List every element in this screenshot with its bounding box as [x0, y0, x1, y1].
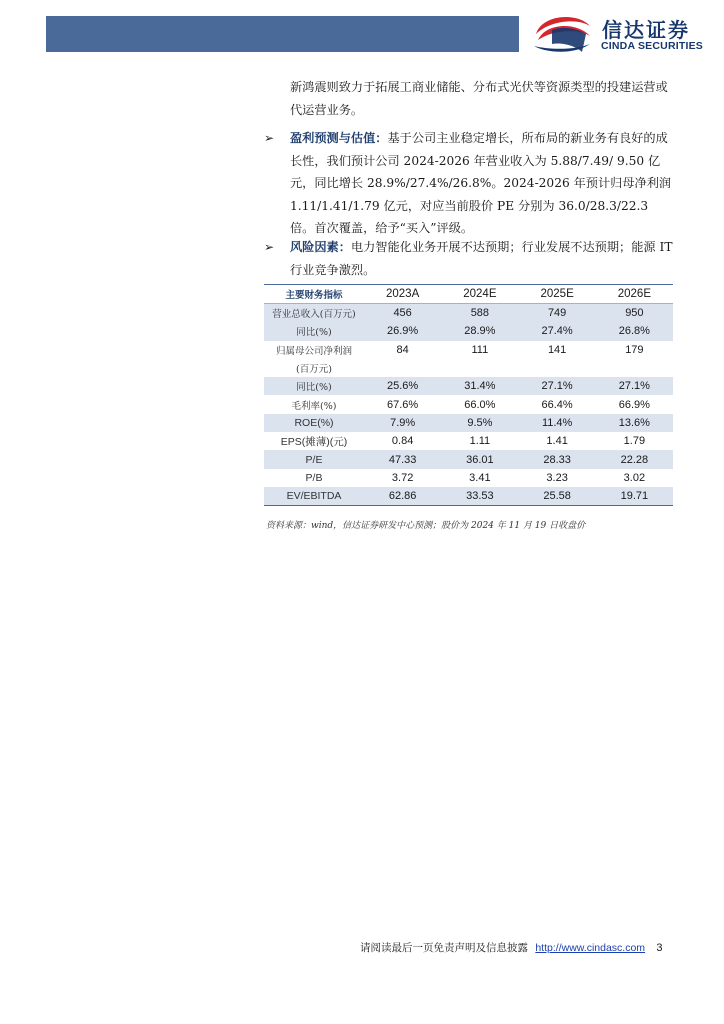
row-label: 同比(%) [264, 322, 364, 340]
table-cell: 27.1% [596, 377, 673, 395]
column-header: 2023A [364, 285, 441, 304]
risk-text: 电力智能化业务开展不达预期；行业发展不达预期；能源 IT 行业竞争激烈。 [290, 240, 673, 277]
table-cell: 33.53 [441, 487, 518, 506]
row-label: 同比(%) [264, 377, 364, 395]
table-row [264, 432, 673, 450]
table-cell: 179 [625, 343, 644, 356]
valuation-text: 基于公司主业稳定增长，所布局的新业务有良好的成长性，我们预计公司 2024-2026 年营业收入为 5.88/7.49/ 9.50 亿元，同比增长 28.9%/27.4%/26.8%。2024-2026 年预计归母净利润 1.11/1.41/1.79 亿元，对应当前股价 PE 分别为 36.0/28.3/22.3 倍。首次覆盖，给予“买入”评级。 [290, 131, 672, 235]
table-row [264, 304, 673, 323]
table-row [264, 341, 673, 359]
table-row [264, 322, 673, 340]
table-corner-label: 主要财务指标 [264, 285, 364, 304]
table-cell: 27.1% [519, 377, 596, 395]
table-cell: 47.33 [364, 450, 441, 468]
table-cell: 28.9% [441, 322, 518, 340]
column-header: 2026E [596, 285, 673, 304]
financial-table [264, 284, 673, 506]
table-cell: 3.02 [623, 471, 646, 484]
table-header-row [264, 285, 673, 304]
table-cell: 28.33 [519, 450, 596, 468]
table-cell: 1.41 [546, 435, 568, 448]
table-cell: 1.79 [623, 435, 646, 448]
table-cell: 9.5% [441, 414, 518, 432]
table-cell: 62.86 [364, 487, 441, 506]
column-header: 2025E [519, 285, 596, 304]
table-cell: 66.9% [618, 398, 650, 411]
brand-name-en: CINDA SECURITIES [601, 40, 703, 52]
page-footer [360, 940, 663, 955]
disclaimer-text: 请阅读最后一页免责声明及信息披露 [360, 942, 528, 954]
page-number: 3 [656, 942, 663, 954]
row-label: ROE(%) [264, 414, 364, 432]
table-cell: 36.01 [441, 450, 518, 468]
bullet-arrow-icon: ➢ [264, 131, 275, 145]
table-cell: 27.4% [519, 322, 596, 340]
table-cell: 141 [547, 343, 567, 356]
table-cell: 25.58 [519, 487, 596, 506]
table-cell: 31.4% [441, 377, 518, 395]
table-row-continuation [264, 359, 673, 377]
table-cell: 3.41 [469, 471, 491, 484]
cinda-logo-mark [532, 12, 594, 56]
risk-keyword: 风险因素： [290, 240, 351, 254]
bullet-arrow-icon: ➢ [264, 240, 275, 254]
brand-name-cn: 信达证券 [602, 18, 690, 42]
table-cell: 25.6% [364, 377, 441, 395]
table-cell: 84 [396, 343, 409, 356]
row-label: 毛利率(%) [291, 400, 337, 412]
intro-paragraph: 新鸿震则致力于拓展工商业储能、分布式光伏等资源类型的投建运营或代运营业务。 [290, 80, 668, 117]
row-label-continuation: (百万元) [296, 364, 332, 376]
table-row [264, 469, 673, 487]
table-cell: 22.28 [596, 450, 673, 468]
website-link[interactable]: http://www.cindasc.com [535, 942, 646, 954]
row-label: P/B [305, 471, 323, 484]
table-cell: 111 [471, 343, 489, 356]
table-cell: 588 [441, 304, 518, 323]
row-label: P/E [264, 450, 364, 468]
row-label: 营业总收入(百万元) [264, 304, 364, 323]
table-row [264, 450, 673, 468]
row-label: 归属母公司净利润 [275, 345, 352, 357]
source-note: 资料来源：wind，信达证券研发中心预测；股价为 2024 年 11 月 19 日收盘价 [266, 521, 586, 531]
table-cell: 0.84 [391, 435, 414, 448]
table-cell: 66.4% [541, 398, 573, 411]
table-cell: 749 [519, 304, 596, 323]
risk-paragraph [290, 236, 673, 281]
table-row [264, 487, 673, 506]
table-cell: 11.4% [519, 414, 596, 432]
table-cell: 26.9% [364, 322, 441, 340]
table-cell: 66.0% [464, 398, 496, 411]
table-cell: 3.23 [546, 471, 568, 484]
valuation-paragraph [290, 127, 673, 240]
column-header: 2024E [441, 285, 518, 304]
table-cell: 26.8% [596, 322, 673, 340]
row-label: EV/EBITDA [264, 487, 364, 506]
table-cell: 456 [364, 304, 441, 323]
table-cell: 67.6% [387, 398, 419, 411]
table-cell: 3.72 [391, 471, 414, 484]
table-row [264, 377, 673, 395]
cinda-logo [532, 12, 708, 58]
table-cell: 13.6% [596, 414, 673, 432]
row-label: EPS(摊薄)(元) [280, 435, 348, 448]
valuation-keyword: 盈利预测与估值： [290, 131, 388, 145]
table-cell: 19.71 [596, 487, 673, 506]
table-cell: 7.9% [364, 414, 441, 432]
table-cell: 950 [596, 304, 673, 323]
table-row [264, 395, 673, 413]
header-bar [46, 16, 519, 52]
table-row [264, 414, 673, 432]
table-cell: 1.11 [469, 435, 491, 448]
